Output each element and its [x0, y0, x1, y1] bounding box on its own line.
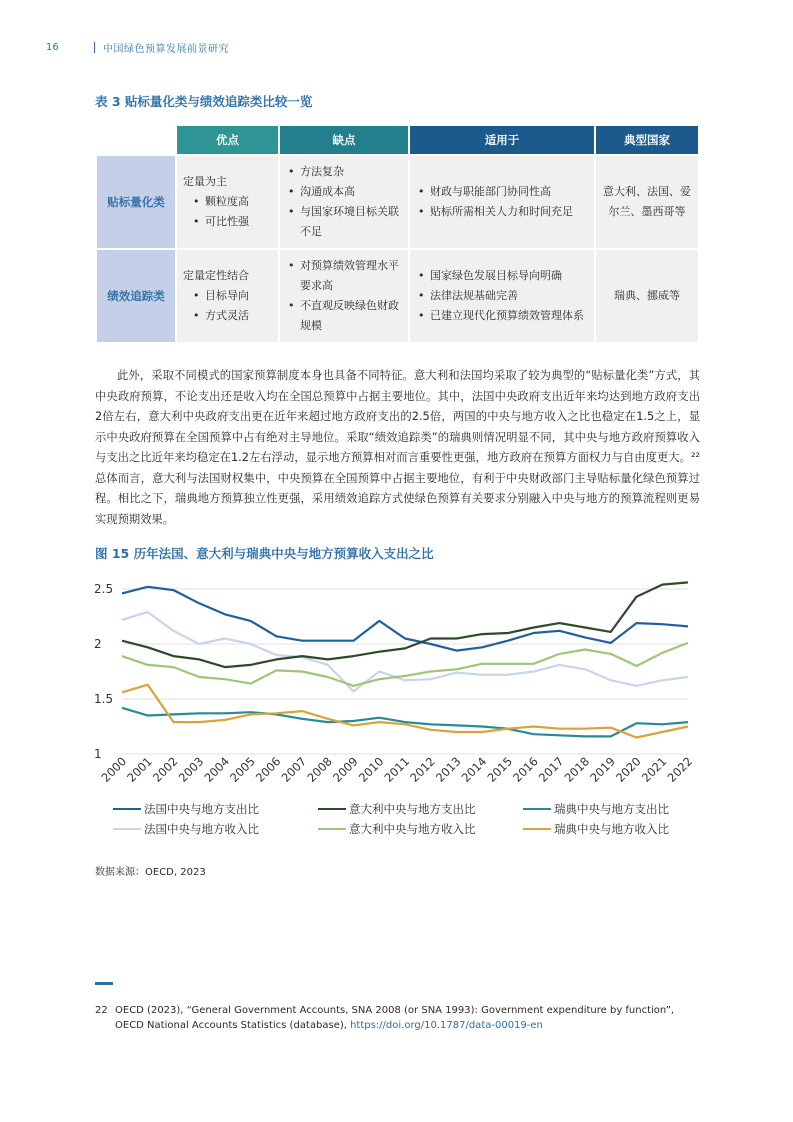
list-item: • 对预算绩效管理水平要求高 — [286, 256, 402, 296]
legend-label: 瑞典中央与地方收入比 — [554, 822, 669, 836]
legend-item — [318, 801, 476, 817]
x-tick-label: 2003 — [175, 754, 207, 785]
list-item: • 目标导向 — [191, 286, 272, 306]
advantages-lead: 定量为主 — [183, 175, 227, 188]
column-header-advantages: 优点 — [177, 126, 278, 154]
legend-swatch — [318, 828, 346, 831]
legend-label: 意大利中央与地方收入比 — [349, 822, 476, 836]
legend-swatch — [523, 828, 551, 831]
legend-label: 法国中央与地方支出比 — [144, 802, 259, 816]
column-header-applicable: 适用于 — [410, 126, 594, 154]
legend-swatch — [318, 808, 346, 811]
list-item: • 国家绿色发展目标导向明确 — [416, 266, 588, 286]
list-item: • 不直观反映绿色财政规模 — [286, 296, 402, 336]
legend-label: 瑞典中央与地方支出比 — [554, 802, 669, 816]
list-item: • 与国家环境目标关联不足 — [286, 202, 402, 242]
list-item: • 财政与职能部门协同性高 — [416, 182, 588, 202]
list-item: • 法律法规基础完善 — [416, 286, 588, 306]
x-tick-label: 2001 — [124, 754, 155, 785]
list-item: • 贴标所需相关人力和时间充足 — [416, 202, 588, 222]
body-paragraph: 此外，采取不同模式的国家预算制度本身也具备不同特征。意大利和法国均采取了较为典型的“贴标量化类”方式，其中央政府预算，不论支出还是收入均在全国总预算中占据主要地位。其中，法国中央政府支出近年来均达到地方政府支出2倍左右，意大利中央政府支出更在近年来超过地方政府支出的2.5倍，两国的中央与地方收入之比也稳定在1.5之上，显示中央政府预算在全国预算中占有绝对主导地位。采取“绩效追踪类”的瑞典则情况明显不同，其中央与地方政府预算收入与支出之比近年来均稳定在1.2左右浮动，显示地方预算相对而言重要性更强，地方政府在预算方面权力与自由度更大。²²总体而言，意大利与法国财权集中，中央预算在全国预算中占据主要地位，有利于中央财政部门主导贴标量化绿色预算过程。相比之下，瑞典地方预算独立性更强，采用绩效追踪方式使绿色预算有关要求分别融入中央与地方的预算流程则更易实现预期效果。 — [95, 369, 700, 526]
x-tick-label: 2004 — [201, 754, 233, 785]
x-tick-label: 2011 — [381, 754, 413, 785]
table-title: 表 3 贴标量化类与绩效追踪类比较一览 — [95, 94, 313, 109]
legend-item — [523, 821, 669, 837]
series-line-5 — [122, 685, 688, 738]
advantages-cell — [177, 248, 278, 342]
series-line-2 — [122, 582, 688, 667]
footnote-line-2 — [95, 1018, 715, 1033]
list-item: • 沟通成本高 — [286, 182, 402, 202]
table-header-row — [97, 126, 698, 154]
footnote-text: OECD (2023), “General Government Accounts, SNA 2008 (or SNA 1993): Government expenditure by function”, — [115, 1005, 675, 1016]
applicable-cell — [410, 248, 594, 342]
column-header-disadvantages: 缺点 — [280, 126, 408, 154]
advantages-lead: 定量定性结合 — [183, 269, 249, 282]
x-tick-label: 2013 — [432, 754, 464, 785]
countries-cell: 瑞典、挪威等 — [596, 248, 698, 342]
legend-item — [113, 801, 259, 817]
legend-item — [523, 801, 669, 817]
x-tick-label: 2007 — [278, 754, 310, 785]
footnote-rule — [95, 982, 113, 985]
page-header — [46, 40, 229, 54]
y-tick-label: 2.5 — [94, 582, 114, 596]
x-tick-label: 2009 — [330, 754, 361, 785]
x-tick-label: 2006 — [252, 754, 284, 785]
list-item: • 方式灵活 — [191, 306, 272, 326]
legend-label: 意大利中央与地方支出比 — [349, 802, 476, 816]
x-tick-label: 2005 — [227, 754, 258, 785]
x-tick-label: 2016 — [510, 754, 541, 785]
footnote-line-1 — [95, 1003, 715, 1018]
disadvantages-cell — [280, 248, 408, 342]
legend-item — [318, 821, 476, 837]
y-tick-label: 1.5 — [94, 692, 114, 706]
x-tick-label: 2010 — [355, 754, 387, 785]
x-tick-label: 2018 — [561, 754, 593, 785]
row-header: 绩效追踪类 — [97, 248, 175, 342]
y-tick-label: 1 — [94, 747, 102, 761]
figure-title: 图 15 历年法国、意大利与瑞典中央与地方预算收入支出之比 — [95, 546, 434, 561]
footnote-link[interactable]: https://doi.org/10.1787/data-00019-en — [350, 1020, 543, 1031]
legend-swatch — [113, 828, 141, 831]
x-tick-label: 2019 — [587, 754, 618, 785]
x-tick-label: 2014 — [458, 754, 490, 785]
series-line-0 — [122, 587, 688, 651]
x-tick-label: 2017 — [535, 754, 567, 785]
table-corner-cell — [97, 126, 175, 154]
legend-item — [113, 821, 259, 837]
footnote — [95, 1003, 715, 1033]
row-header: 贴标量化类 — [97, 154, 175, 248]
disadvantages-cell — [280, 154, 408, 248]
table-row — [97, 248, 698, 342]
advantages-cell — [177, 154, 278, 248]
x-tick-label: 2022 — [664, 754, 696, 785]
list-item: • 可比性强 — [191, 212, 272, 232]
footnote-text-2: OECD National Accounts Statistics (database), — [115, 1020, 351, 1031]
data-source: 数据来源：OECD, 2023 — [95, 867, 206, 878]
header-divider — [94, 42, 95, 53]
x-tick-label: 2020 — [613, 754, 644, 785]
x-tick-label: 2015 — [484, 754, 516, 785]
list-item: • 方法复杂 — [286, 162, 402, 182]
comparison-table — [95, 126, 700, 342]
legend-swatch — [523, 808, 551, 811]
footnote-number: 22 — [95, 1005, 108, 1016]
x-tick-label: 2021 — [638, 754, 670, 785]
x-tick-label: 2012 — [407, 754, 438, 785]
x-tick-label: 2002 — [149, 754, 181, 785]
x-tick-label: 2008 — [304, 754, 335, 785]
list-item: • 颗粒度高 — [191, 192, 272, 212]
legend-swatch — [113, 808, 141, 811]
legend-label: 法国中央与地方收入比 — [144, 822, 259, 836]
table-row — [97, 154, 698, 248]
page-number: 16 — [46, 41, 59, 53]
running-title: 中国绿色预算发展前景研究 — [103, 43, 229, 55]
y-tick-label: 2 — [94, 637, 102, 651]
applicable-cell — [410, 154, 594, 248]
column-header-countries: 典型国家 — [596, 126, 698, 154]
line-chart — [0, 570, 793, 795]
countries-cell: 意大利、法国、爱尔兰、墨西哥等 — [596, 154, 698, 248]
list-item: • 已建立现代化预算绩效管理体系 — [416, 306, 588, 326]
x-tick-label: 2000 — [98, 754, 130, 785]
